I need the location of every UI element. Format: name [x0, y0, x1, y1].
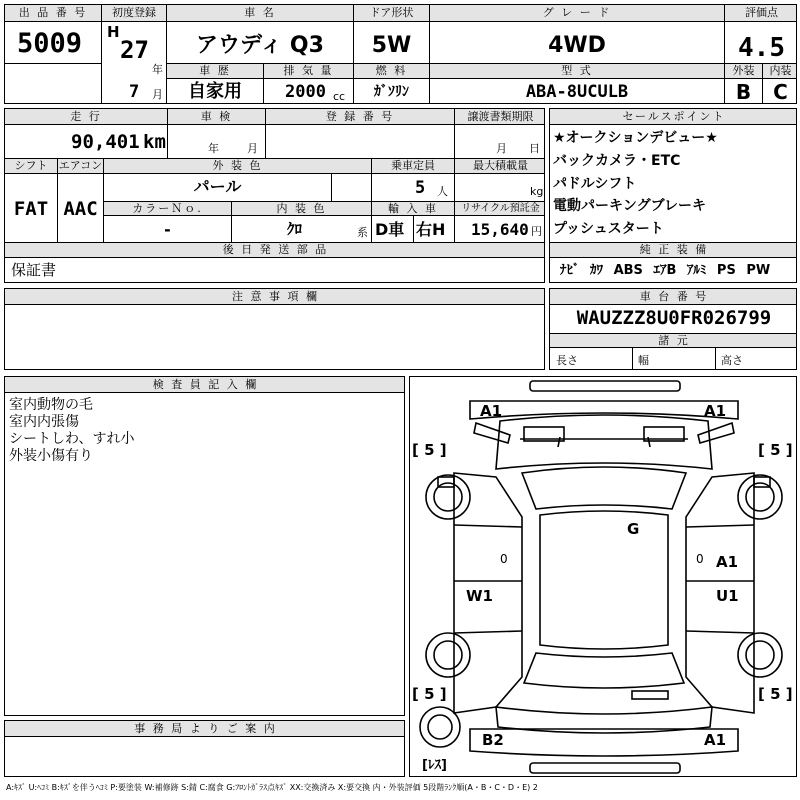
spec-table	[4, 108, 545, 283]
import-type: D車	[375, 220, 405, 239]
fuel-label: 燃 料	[354, 64, 429, 78]
later-parts-label: 後 日 発 送 部 品	[5, 243, 545, 257]
exterior-label: 外装	[725, 64, 762, 78]
sales-points-box	[549, 108, 797, 283]
max-load-label: 最大積載量	[455, 159, 545, 173]
car-diagram	[410, 377, 797, 777]
reg-no-label: 登 録 番 号	[266, 109, 454, 124]
mark-tire-fl: [ 5 ]	[412, 441, 447, 459]
width-label: 幅	[638, 354, 649, 367]
mark-tire-rl: [ 5 ]	[412, 685, 447, 703]
reg-year: 27	[120, 36, 149, 64]
sales-point-4: 電動パーキングブレーキ	[553, 198, 707, 214]
score: 4.5	[738, 33, 785, 63]
inspection-label: 車 検	[168, 109, 265, 124]
mark-front-right: A1	[704, 402, 727, 420]
mark-rear-right: A1	[704, 731, 727, 749]
capacity-label: 乗車定員	[372, 159, 454, 173]
model-label: 型 式	[430, 64, 724, 78]
shift-label: シフト	[5, 159, 57, 173]
inspector-label: 検 査 員 記 入 欄	[5, 377, 405, 392]
car-name: アウディ Q3	[196, 33, 324, 58]
int-color-label: 内 装 色	[232, 202, 371, 215]
notes-box	[4, 288, 545, 370]
history-label: 車 歴	[167, 64, 263, 78]
transfer-day-unit: 日	[529, 142, 540, 155]
handle-side: 右H	[416, 220, 446, 239]
mark-left-rear-door: W1	[466, 587, 493, 605]
capacity-unit: 人	[437, 185, 448, 198]
notes-label: 注 意 事 項 欄	[5, 289, 545, 304]
mileage: 90,401	[71, 131, 140, 153]
history: 自家用	[188, 81, 242, 102]
inspector-line-2: 室内内張傷	[9, 414, 79, 430]
exterior-score: B	[735, 80, 752, 104]
interior-score: C	[773, 80, 788, 104]
recycle-fee: 15,640	[471, 220, 529, 239]
height-label: 高さ	[721, 354, 743, 367]
reg-month: 7	[129, 82, 140, 102]
lot-no-label: 出 品 番 号	[5, 5, 101, 21]
mark-left-side: 0	[500, 552, 508, 566]
chassis-box	[549, 288, 797, 370]
lot-no: 5009	[17, 28, 83, 59]
inspection-year-unit: 年	[208, 142, 219, 155]
header-table	[4, 4, 797, 104]
ext-color-label: 外 装 色	[104, 159, 371, 173]
displacement-label: 排 気 量	[264, 64, 353, 78]
chassis-label: 車 台 番 号	[550, 289, 797, 304]
inspector-line-4: 外装小傷有り	[9, 448, 93, 464]
office-label: 事 務 局 よ り ご 案 内	[5, 721, 405, 736]
shift: FAT	[13, 198, 49, 220]
ext-color: パール	[193, 177, 242, 196]
year-unit: 年	[152, 63, 163, 76]
displacement: 2000	[285, 82, 326, 102]
max-load-unit: kg	[530, 185, 544, 198]
equip-leather: ｶﾜ	[590, 263, 604, 278]
legend: A:ｷｽﾞ U:ﾍｺﾐ B:ｷｽﾞを伴うﾍｺﾐ P:要塗装 W:補修跡 S:錆 C:腐食 G:ﾌﾛﾝﾄｶﾞﾗｽ点ｷｽﾞ XX:交換済み X:要交換 内・外装評価 5段階ﾗﾝｸ順(A・B・C・D・E) 2	[6, 783, 538, 792]
color-no-label: カラーＮｏ.	[104, 202, 231, 215]
door-label: ドア形状	[354, 5, 429, 21]
mark-tire-fr: [ 5 ]	[758, 441, 793, 459]
equip-airbag: ｴｱB	[653, 263, 677, 278]
mark-right-rear-door: U1	[716, 587, 739, 605]
mark-right-front-door: A1	[716, 553, 739, 571]
score-label: 評価点	[725, 5, 797, 21]
fuel: ｶﾞｿﾘﾝ	[374, 84, 409, 100]
sales-points-label: セールスポイント	[550, 109, 797, 124]
ac-label: エアコン	[58, 159, 103, 172]
recycle-unit: 円	[531, 225, 542, 238]
import-label: 輸 入 車	[372, 202, 454, 215]
equip-ps: PS	[716, 263, 736, 278]
mark-roof: G	[627, 520, 640, 538]
grade: 4WD	[548, 33, 606, 58]
inspector-box	[4, 376, 405, 716]
car-diagram-box	[409, 376, 797, 777]
mark-tire-rr: [ 5 ]	[758, 685, 793, 703]
sales-point-5: プッシュスタート	[553, 221, 664, 237]
mark-rear-left: B2	[482, 731, 504, 749]
equipment-list	[560, 264, 770, 277]
equip-abs: ABS	[613, 263, 643, 278]
equip-alloy: ｱﾙﾐ	[686, 263, 707, 278]
capacity: 5	[415, 178, 426, 198]
mark-right-side: 0	[696, 552, 704, 566]
mark-front-left: A1	[480, 402, 503, 420]
era: H	[107, 23, 120, 41]
dims-label: 諸 元	[550, 334, 797, 347]
inspector-line-1: 室内動物の毛	[9, 397, 93, 413]
recycle-label: リサイクル預託金	[455, 202, 545, 215]
month-unit: 月	[152, 88, 163, 101]
displacement-unit: cc	[333, 90, 346, 103]
sales-point-1: ★オークションデビュー★	[553, 130, 718, 146]
door-type: 5W	[371, 33, 412, 58]
interior-label: 内装	[763, 64, 797, 78]
color-no: -	[164, 220, 171, 239]
first-reg-label: 初度登録	[102, 5, 166, 21]
inspector-line-3: シートしわ、すれ小	[9, 431, 135, 447]
transfer-label: 譲渡書類期限	[455, 109, 545, 124]
grade-label: グ レ ー ド	[430, 5, 724, 21]
sales-point-2: バックカメラ・ETC	[553, 153, 681, 169]
model: ABA-8UCULB	[525, 82, 629, 102]
inspection-month-unit: 月	[247, 142, 258, 155]
mileage-unit: km	[143, 131, 166, 153]
equipment-label: 純 正 装 備	[550, 243, 797, 257]
equip-pw: PW	[746, 263, 771, 278]
mileage-label: 走 行	[5, 109, 167, 124]
int-color-unit: 系	[357, 226, 368, 239]
ac: AAC	[63, 198, 98, 220]
transfer-month-unit: 月	[496, 142, 507, 155]
later-parts: 保証書	[11, 261, 57, 279]
office-box	[4, 720, 405, 777]
car-name-label: 車 名	[167, 5, 353, 21]
mark-spare: [ﾚｽ]	[422, 758, 447, 773]
int-color: ｸﾛ	[286, 220, 302, 238]
length-label: 長さ	[556, 354, 578, 367]
chassis-number: WAUZZZ8U0FR026799	[576, 307, 772, 329]
equip-navi: ﾅﾋﾞ	[560, 263, 580, 278]
sales-point-3: パドルシフト	[553, 176, 637, 192]
